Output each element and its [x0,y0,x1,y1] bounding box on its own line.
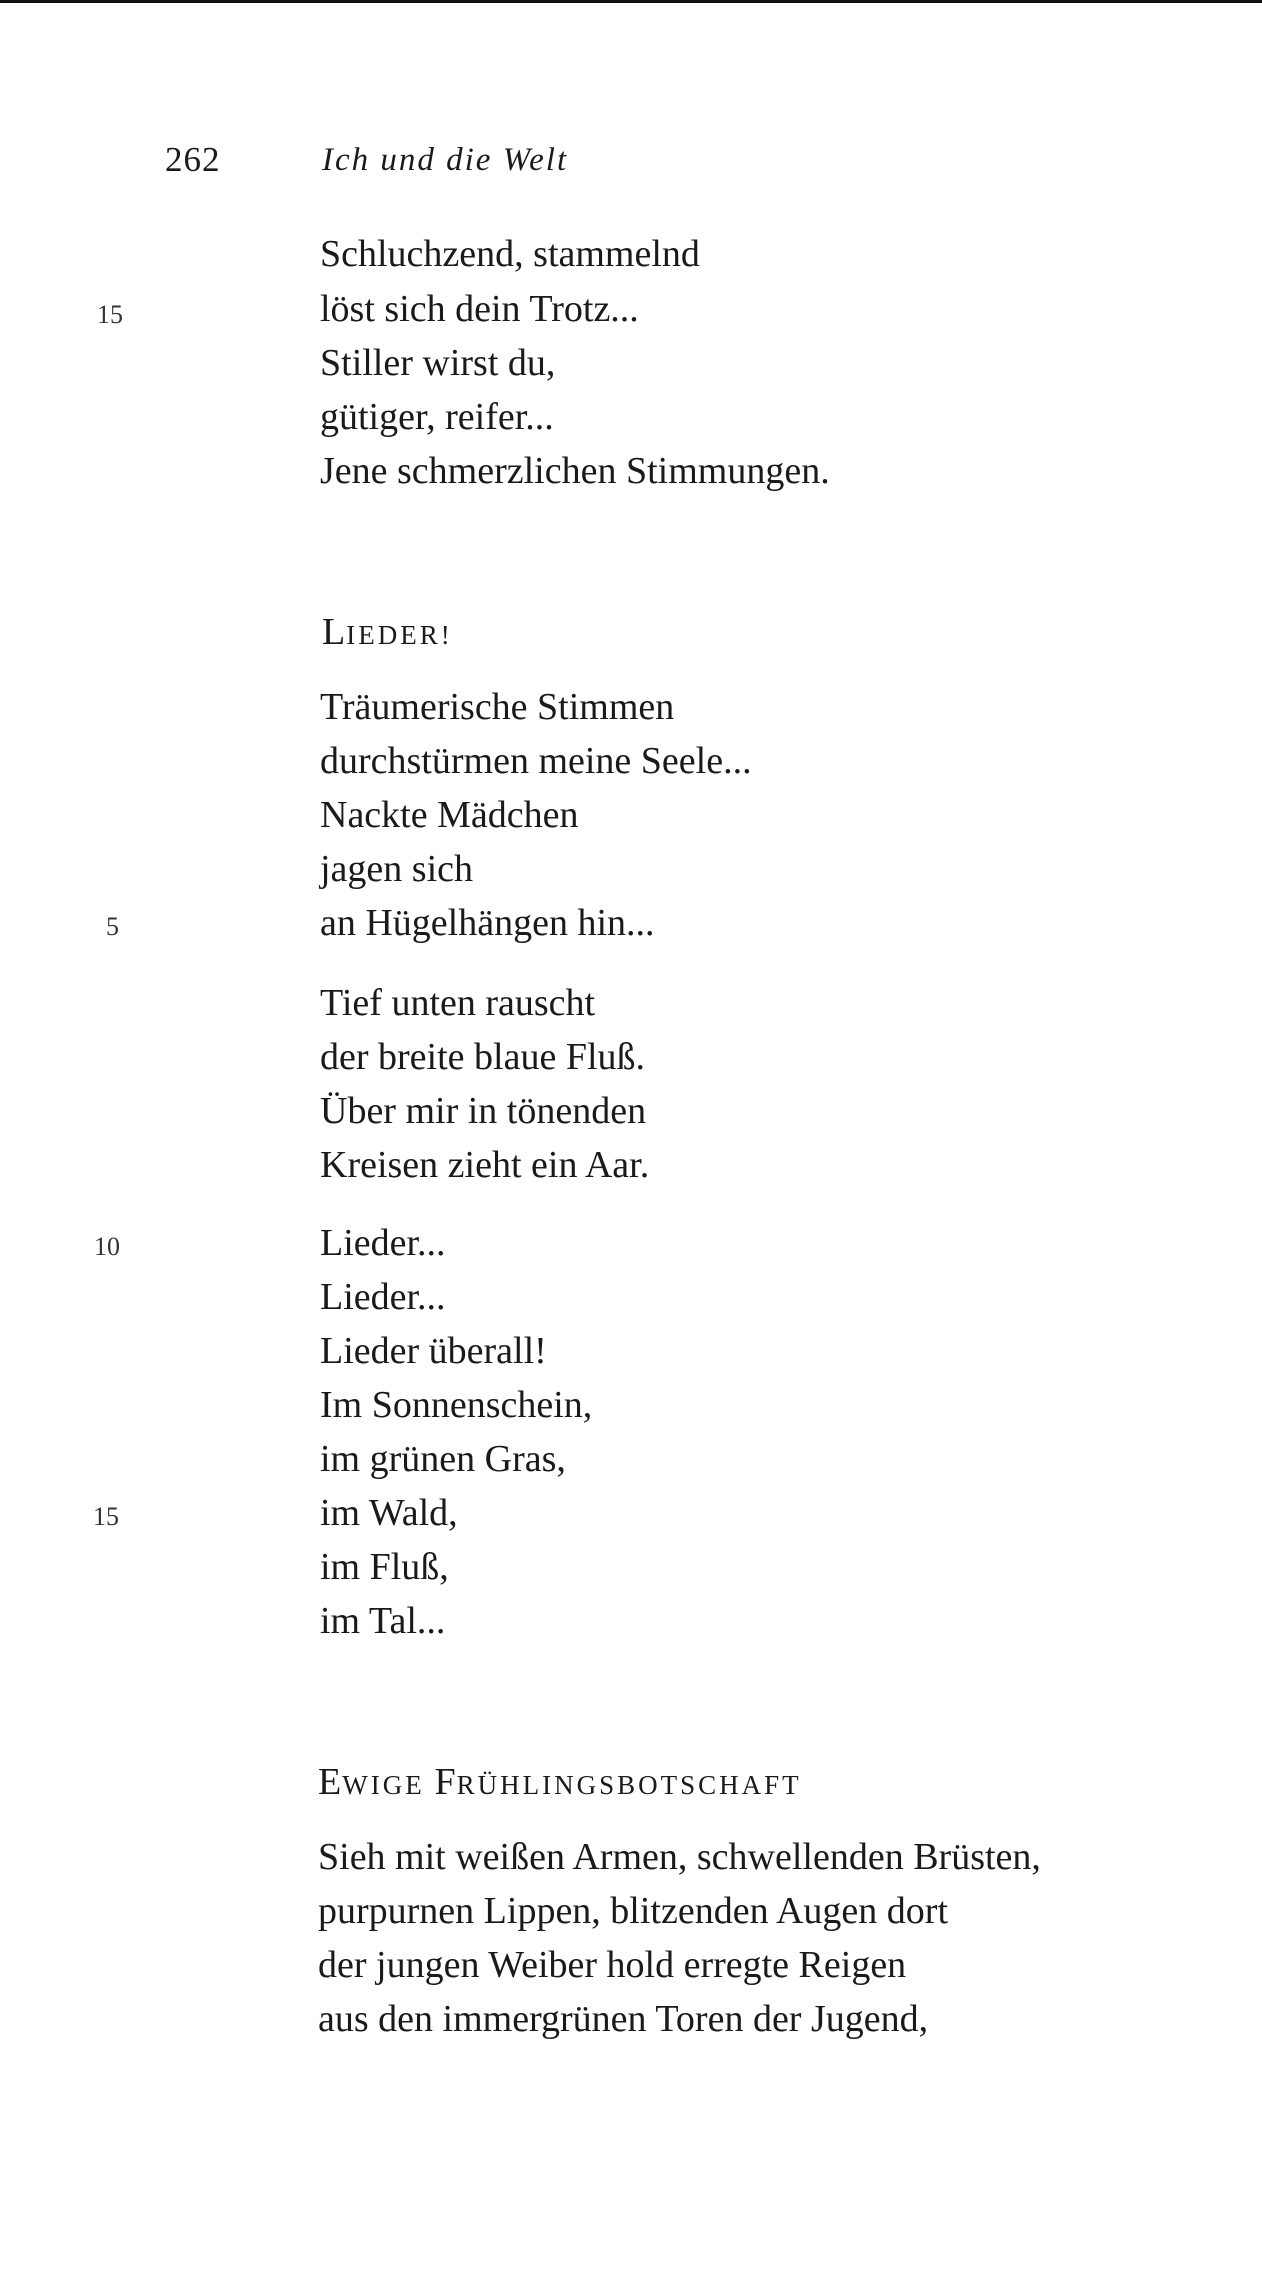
verse-line: der breite blaue Fluß. [320,1036,646,1078]
verse-line: im Wald, [320,1492,458,1534]
verse-line: Lieder... [320,1276,446,1318]
title-initial: L [322,611,347,653]
verse-line: durchstürmen meine Seele... [320,740,752,782]
verse-line: Jene schmerzlichen Stimmungen. [320,450,830,492]
verse-line: Über mir in tönenden [320,1090,647,1132]
verse-line: jagen sich [320,848,474,890]
title-initial: F [434,1761,457,1803]
verse-line: löst sich dein Trotz... [320,288,639,330]
verse-line: im Fluß, [320,1546,449,1588]
title-rest: WIGE [342,1770,425,1800]
title-rest: RÜHLINGSBOTSCHAFT [456,1770,802,1800]
line-number: 15 [93,1502,119,1531]
verse-line: Lieder überall! [320,1330,547,1372]
line-number: 5 [106,912,119,941]
verse-line: Schluchzend, stammelnd [320,233,700,275]
running-head: Ich und die Welt [322,142,569,178]
page-number: 262 [165,140,221,179]
title-initial: E [318,1761,343,1803]
verse-line: Stiller wirst du, [320,342,556,384]
poem-title [318,1760,802,1804]
verse-line: Tief unten rauscht [320,982,596,1024]
poem-title [322,610,453,654]
verse-line: der jungen Weiber hold erregte Reigen [318,1944,907,1986]
verse-line: an Hügelhängen hin... [320,902,655,944]
line-number: 10 [94,1232,120,1261]
verse-line: Träumerische Stimmen [320,686,675,728]
top-rule [0,0,1262,3]
verse-line: Nackte Mädchen [320,794,579,836]
verse-line: Lieder... [320,1222,446,1264]
title-rest: IEDER! [346,620,453,650]
verse-line: Sieh mit weißen Armen, schwellenden Brüsten, [318,1836,1041,1878]
verse-line: aus den immergrünen Toren der Jugend, [318,1998,929,2040]
verse-line: im grünen Gras, [320,1438,566,1480]
verse-line: gütiger, reifer... [320,396,554,438]
line-number: 15 [97,300,123,329]
verse-line: im Tal... [320,1600,446,1642]
verse-line: purpurnen Lippen, blitzenden Augen dort [318,1890,949,1932]
verse-line: Kreisen zieht ein Aar. [320,1144,650,1186]
verse-line: Im Sonnenschein, [320,1384,593,1426]
